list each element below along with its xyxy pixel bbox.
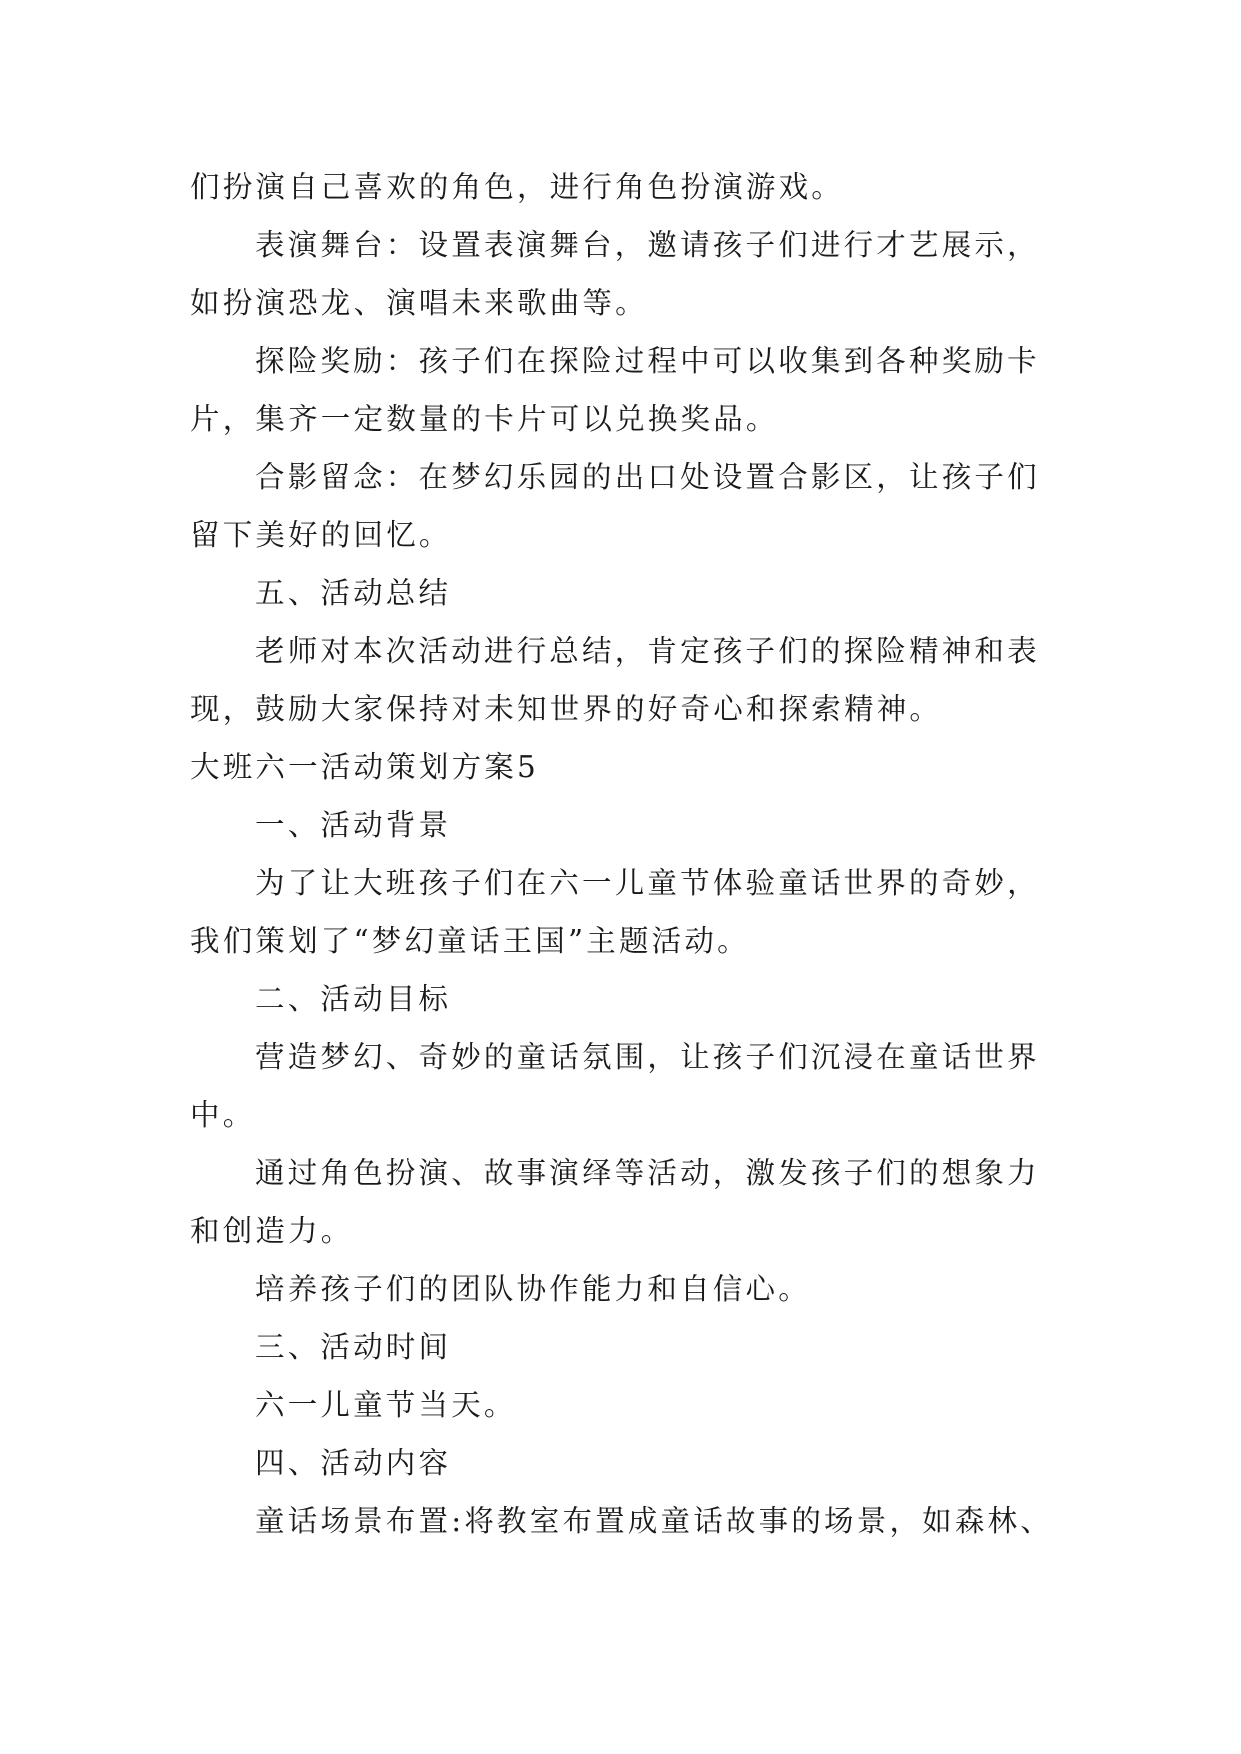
document-title: 大班六一活动策划方案5 (190, 750, 539, 784)
text-line: 老师对本次活动进行总结，肯定孩子们的探险精神和表 (255, 634, 1040, 668)
text-line: 们扮演自己喜欢的角色，进行角色扮演游戏。 (190, 170, 845, 204)
text-line: 营造梦幻、奇妙的童话氛围，让孩子们沉浸在童话世界 (255, 1040, 1040, 1074)
text-line: 为了让大班孩子们在六一儿童节体验童话世界的奇妙， (255, 866, 1040, 900)
section-heading: 三、活动时间 (255, 1330, 452, 1364)
text-line: 通过角色扮演、故事演绎等活动，激发孩子们的想象力 (255, 1156, 1040, 1190)
text-line: 中。 (190, 1098, 256, 1132)
text-line: 现，鼓励大家保持对未知世界的好奇心和探索精神。 (190, 692, 943, 726)
text-line: 童话场景布置:将教室布置成童话故事的场景，如森林、 (255, 1504, 1053, 1538)
document-body (190, 158, 1060, 1550)
text-line: 六一儿童节当天。 (255, 1388, 517, 1422)
section-heading: 五、活动总结 (255, 576, 452, 610)
section-heading: 二、活动目标 (255, 982, 452, 1016)
section-heading: 四、活动内容 (255, 1446, 452, 1480)
text-line: 我们策划了“梦幻童话王国”主题活动。 (190, 924, 750, 958)
section-heading: 一、活动背景 (255, 808, 452, 842)
text-line: 片，集齐一定数量的卡片可以兑换奖品。 (190, 402, 779, 436)
text-line: 表演舞台：设置表演舞台，邀请孩子们进行才艺展示， (255, 228, 1040, 262)
text-line: 和创造力。 (190, 1214, 354, 1248)
text-line: 探险奖励：孩子们在探险过程中可以收集到各种奖励卡 (255, 344, 1040, 378)
text-line: 如扮演恐龙、演唱未来歌曲等。 (190, 286, 648, 320)
text-line: 培养孩子们的团队协作能力和自信心。 (255, 1272, 811, 1306)
text-line: 留下美好的回忆。 (190, 518, 452, 552)
text-line: 合影留念：在梦幻乐园的出口处设置合影区，让孩子们 (255, 460, 1040, 494)
